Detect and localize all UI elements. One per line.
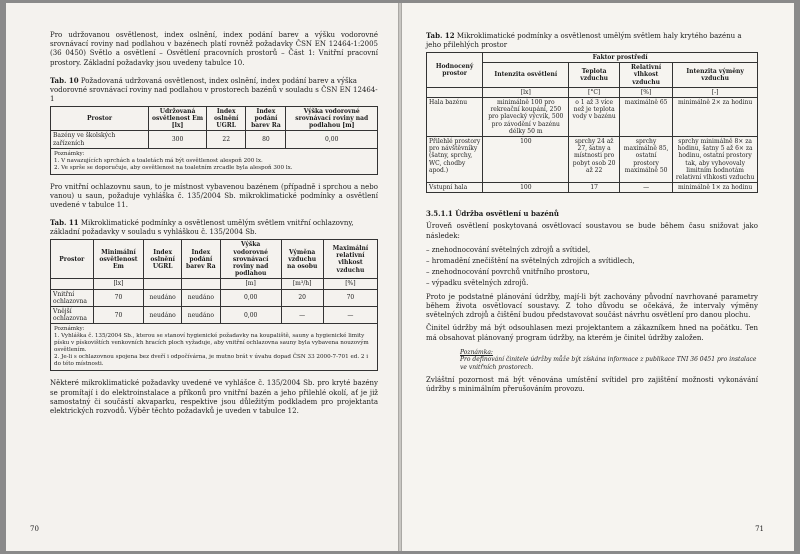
intro-paragraph: Pro udržovanou osvětlenost, index oslnění, index podání barev a výšku vodorovné srovnávací roviny nad podlahou v bazénech platí rovněž požadavky ČSN EN 12464-1:2005 (36 0450) Světlo a osvětlení – Osvětlení pracovních prostorů – Část 1: Vnitřní pracovní prostory. Základní požadavky jsou uvedeny tabulce 10. [50,31,378,67]
t12-r0c1: minimálně 100 pro rekreační koupání, 250 pro plavecký výcvik, 500 pro závodění v bazénu délky 50 m [483,98,569,137]
t11-r1c2: neudáno [144,307,182,324]
t11-r0c0: Vnitřní ochlazovna [51,289,94,306]
t11-h0: Prostor [51,240,94,279]
note-text: Pro definování činitele údržby může být získána informace z publikace TNI 36 0451 pro instalace ve vnitřních prostorech. [460,356,757,372]
table-row [51,307,378,324]
t10-c3: 80 [246,131,286,148]
t11-r0c1: 70 [93,289,144,306]
note-item: 2. Ve sprše se doporučuje, aby osvětlenost na toaletním zrcadle byla alespoň 300 lx. [54,164,293,171]
section-title: 3.5.1.1 Údržba osvětlení u bazénů [426,209,559,219]
table-row [427,183,758,193]
t11-h2: Index oslnění UGRL [144,240,182,279]
table11-notes [50,324,378,371]
paragraph-udrzba: Proto je podstatné plánování údržby, mají-li být zachovány původní navrhované parametry během života osvětlovací soustavy. Z toho důvodu se očekává, že intervaly výměny světelných zdrojů a čištění budou představovat součást návrhu osvětlení pro danou plochu. [426,292,758,320]
t12-h4: Intenzita výměny vzduchu [673,63,758,88]
note-box [426,347,758,376]
t12-r0c2: o 1 až 3 více než je teplota vody v bazénu [569,98,620,137]
t11-h5: Výměna vzduchu na osobu [281,240,323,279]
t12-r1c2: sprchy 24 až 27, šatny a místnosti pro pobyt osob 20 až 22 [569,137,620,183]
t11-u4: [m] [220,279,281,289]
t11-h4: Výška vodorovné srovnávací roviny nad podlahou [220,240,281,279]
t12-u1: [lx] [483,87,569,97]
t12-r2c3: — [619,183,672,193]
t12-r1c0: Přilehlé prostory pro návštěvníky (šatny, sprchy, WC, chodby apod.) [427,137,483,183]
t10-h0: Prostor [51,106,149,131]
t11-r0c5: 20 [281,289,323,306]
t11-r0c4: 0,00 [220,289,281,306]
t12-r0c3: maximálně 65 [619,98,672,137]
t12-h0: Hodnocený prostor [427,53,483,88]
page-number-left: 70 [30,525,39,533]
t10-c4: 0,00 [286,131,378,148]
note-item: 1. V navazujících sprchách a toaletách má být osvětlenost alespoň 200 lx. [54,157,263,164]
table10-notes [50,149,378,175]
t11-r0c6: 70 [323,289,377,306]
t11-r1c5: — [281,307,323,324]
table12-label: Tab. 12 [426,31,455,40]
note-item: 1. Vyhláška č. 135/2004 Sb., kterou se stanoví hygienické požadavky na koupaliště, sauny a hygienické limity písku v pískovištích venkovních hracích ploch vyžaduje, aby vnitřní ochlazovna sauny byla vybavena nouzovým osvětlením. [54,333,369,354]
t12-r2c2: 17 [569,183,620,193]
table10 [50,106,378,149]
t12-group-header: Faktor prostředí [483,53,758,63]
table12 [426,52,758,193]
t11-r0c2: neudáno [144,289,182,306]
table11-caption [50,218,378,237]
t11-r1c0: Vnější ochlazovna [51,307,94,324]
t12-r1c3: sprchy maximálně 85, ostatní prostory maximálně 50 [619,137,672,183]
paragraph-ochlazovna: Pro vnitřní ochlazovnu saun, to je místnost vybavenou bazénem (případně i sprchou a nebo vanou) u saun, požaduje vyhláška č. 135/2004 Sb. mikroklimatické podmínky a osvětlení uvedené v tabulce 11. [50,182,378,210]
table12-caption-text: Mikroklimatické podmínky a osvětlenost umělým světlem haly krytého bazénu a jeho přilehlých prostor [426,32,742,49]
notes-title: Poznámky: [54,326,85,333]
t11-r1c6: — [323,307,377,324]
t11-h6: Maximální relativní vlhkost vzduchu [323,240,377,279]
table11 [50,239,378,324]
table12-caption [426,31,758,50]
note-item: 2. Je-li s ochlazovnou spojena bez dveří i odpočívárna, je mutno brát v úvahu dopad ČSN 33 2000-7-701 ed. 2 i do této místnosti. [54,354,369,368]
paragraph-pozornost: Zvláštní pozornost má být věnována umístění svítidel pro zajištění možnosti vykonávání údržby s minimálním přerušováním provozu. [426,375,758,393]
paragraph-uroven: Úroveň osvětlení poskytovaná osvětlovací soustavou se bude během času snižovat jako následek: [426,222,758,240]
t12-r2c1: 100 [483,183,569,193]
t12-r1c4: sprchy minimálně 8× za hodinu, šatny 5 až 6× za hodinu, ostatní prostory tak, aby vyhovovaly limitním hodnotám relativní vlhkosti vzduchu [673,137,758,183]
bullet-list [426,245,758,289]
t10-h2: Index oslnění UGRL [207,106,246,131]
t11-r1c4: 0,00 [220,307,281,324]
t11-r1c1: 70 [93,307,144,324]
t11-u1: [lx] [93,279,144,289]
t11-u6: [%] [323,279,377,289]
t11-h1: Minimální osvětlenost Em [93,240,144,279]
t11-r0c3: neudáno [181,289,220,306]
table10-label: Tab. 10 [50,75,79,85]
t12-u2: [°C] [569,87,620,97]
t10-h4: Výška vodorovné srovnávací roviny nad podlahou [m] [286,106,378,131]
t12-u4: [-] [673,87,758,97]
paragraph-cinitel: Činitel údržby má být odsouhlasen mezi projektantem a zákazníkem hned na počátku. Ten má obsahovat plánovaný program údržby, na kterém je činitel údržby založen. [426,324,758,342]
t12-h3: Relativní vlhkost vzduchu [619,63,672,88]
t11-u5: [m³/h] [281,279,323,289]
table11-caption-text: Mikroklimatické podmínky a osvětlenost umělým světlem vnitřní ochlazovny, základní požadavky v souladu s vyhláškou č. 135/2004 Sb. [50,219,354,237]
t10-c2: 22 [207,131,246,148]
list-item: – výpadku světelných zdrojů. [426,278,529,287]
paragraph-mikroklima: Některé mikroklimatické požadavky uvedené ve vyhlášce č. 135/2004 Sb. pro kryté bazény se promítají i do elektroinstalace a příkonů pro vnitřní bazén a jeho přilehlé okolí, ať je již samostatný či součástí akvaparku, respektive jsou důležitým podkladem pro projektanta elektrických rozvodů. Výběr těchto požadavků je uveden v tabulce 12. [50,379,378,416]
t12-r2c0: Vstupní hala [427,183,483,193]
t12-r1c1: 100 [483,137,569,183]
t10-h1: Udržovaná osvětlenost Em [lx] [149,106,207,131]
right-page [402,3,794,551]
table10-caption [50,76,378,104]
t10-c0: Bazény ve školských zařízeních [51,131,149,148]
notes-title: Poznámky: [54,150,85,157]
list-item: – znehodnocování světelných zdrojů a svítidel, [426,245,591,254]
table11-label: Tab. 11 [50,218,79,228]
t12-r0c0: Hala bazénu [427,98,483,137]
list-item: – znehodnocování povrchů vnitřního prostoru, [426,267,590,276]
left-page [6,3,398,551]
table-row [51,289,378,306]
t11-u2 [144,279,182,289]
table-row [427,98,758,137]
page-number-right: 71 [755,525,764,533]
t12-u3: [%] [619,87,672,97]
table10-caption-text: Požadovaná udržovaná osvětlenost, index oslnění, index podání barev a výška vodorovné srovnávací roviny nad podlahou v prostorech bazénů v souladu s ČSN EN 12464-1 [50,76,378,103]
t11-h3: Index podání barev Ra [181,240,220,279]
t12-r2c4: minimálně 1× za hodinu [673,183,758,193]
t12-h2: Teplota vzduchu [569,63,620,88]
note-label: Poznámka: [460,348,493,356]
t10-h3: Index podání barev Ra [246,106,286,131]
t12-r0c4: minimálně 2× za hodinu [673,98,758,137]
t10-c1: 300 [149,131,207,148]
list-item: – hromadění znečištění na světelných zdrojích a svítidlech, [426,256,635,265]
t11-r1c3: neudáno [181,307,220,324]
t12-h1: Intenzita osvětlení [483,63,569,88]
t11-u3 [181,279,220,289]
t11-u0 [51,279,94,289]
t12-u0 [427,87,483,97]
table-row [427,137,758,183]
table-row [51,131,378,148]
